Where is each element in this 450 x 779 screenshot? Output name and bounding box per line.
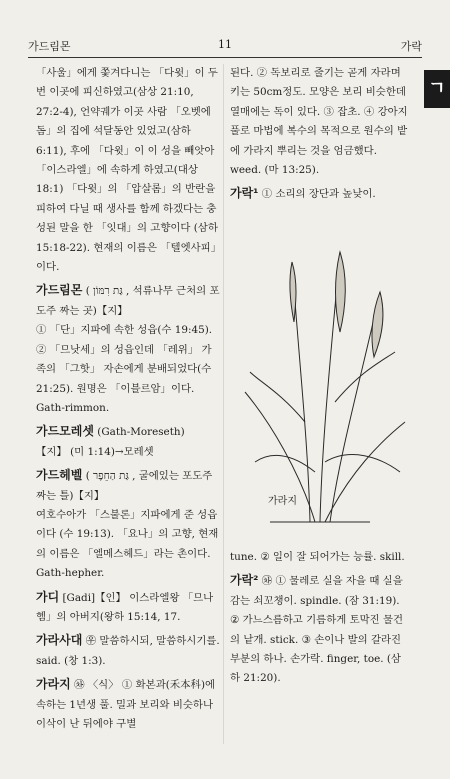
headword-etymology: [Gadi]【인】	[62, 591, 126, 604]
headword-etymology: ( גַּת רִמּוֹן , 석류나무 근처의 포도주 짜는 곳)【지】	[36, 285, 220, 317]
headword: 가라지	[36, 677, 71, 692]
definition: ① 소리의 장단과 높낮이.	[261, 188, 376, 201]
entry-gath-hepher	[36, 466, 220, 583]
page-number: 11	[218, 38, 232, 51]
left-column	[36, 64, 220, 738]
definition: 【지】 (미 1:14)→모레셋	[36, 445, 154, 458]
entry-garak-1	[230, 184, 410, 204]
header-left-guide: 가드림몬	[28, 40, 71, 53]
headword: 가락¹	[230, 186, 259, 201]
entry-garak-2	[230, 571, 410, 688]
headword: 가디	[36, 589, 60, 604]
headword-pos: ㉷ 〈식〉	[74, 679, 119, 692]
right-column	[230, 64, 410, 205]
figure-label: 가라지	[268, 496, 297, 507]
page-header	[28, 38, 422, 56]
headword: 가락²	[230, 573, 259, 588]
right-column-lower	[230, 548, 410, 689]
definition: 여호수아가 「스불론」지파에게 준 성읍이다 (수 19:13). 「요나」의 고향, 현재의 이름은 「엘메스헤드」라는 촌이다. Gath-hepher.	[36, 508, 219, 580]
definition: ① 「단」지파에 속한 성읍(수 19:45). ② 「므낫세」의 성읍인데 「레위」 가족의 「그핫」 자손에게 분배되었다(수 21:25). 원명은 「이블르암」이다. Gath-rimmon.	[36, 324, 213, 414]
definition: ㉾ 말씀하시되, 말씀하시기를. said. (창 1:3).	[36, 635, 220, 667]
tares-illustration	[230, 222, 414, 542]
entry-text: 된다. ② 독보리로 줄기는 곧게 자라며 키는 50cm정도. 모양은 보리 비슷한데 열매에는 독이 있다. ③ 잡초. ④ 강아지풀로 마법에 복수의 목적으로 원수의 밭에 가라지 뿌리는 것을 엄금했다. weed. (마 13:25).	[230, 67, 408, 177]
definition: ① 화본과(禾本科)에 속하는 1년생 풀. 밀과 보리와 비슷하나 이삭이 난 뒤에야 구별	[36, 679, 216, 730]
entry-text: 「사울」에게 쫓겨다니는 「다윗」이 두번 이곳에 피신하였고(삼상 21:10, 27:2-4), 언약궤가 이곳 사람 「오벳에돔」의 집에 석달동안 있었고(삼하 6:11), 후에 「다윗」이 이 성을 빼앗아 「이스라엘」에 속하게 하였고(대상 18:1) 「다윗」의 「압살롬」의 반란을 피하여 다닐 때 생사를 함께 하겠다는 충성된 말을 한 「잇대」의 고향이다 (삼하 15:18-22). 현재의 이름은 「텔엣사피」이다.	[36, 67, 218, 274]
entry-garasadae	[36, 631, 220, 671]
section-tab: ㄱ	[424, 70, 450, 108]
headword: 가라사대	[36, 633, 83, 648]
headword: 가드헤벨	[36, 468, 83, 483]
headword: 가드림몬	[36, 283, 83, 298]
headword-pos: ㉷	[261, 575, 273, 588]
entry-gadi	[36, 588, 220, 628]
headword-etymology: ( גַּת הַחֵפֶר , 굴에있는 포도주 짜는 틀)【지】	[36, 470, 213, 502]
entry-gath-rimmon	[36, 281, 220, 418]
definition: ① 물레로 실을 자을 때 실을 감는 쇠꼬챙이. spindle. (잠 31:19). ② 가느스름하고 기름하게 토막진 물건의 낱개. stick. ③ 손이나 발의 갈라진 부분의 하나. 손가락. finger, toe. (삼하 21:20).	[230, 575, 404, 685]
entry-text: tune. ② 일이 잘 되어가는 능률. skill.	[230, 551, 405, 563]
headword-etymology: (Gath-Moreseth)	[97, 426, 185, 439]
header-right-guide: 가락	[400, 40, 422, 53]
column-divider	[223, 64, 224, 744]
definition: 이스라엘왕 「므나헴」의 아버지(왕하 15:14, 17.	[36, 591, 214, 623]
headword: 가드모레셋	[36, 424, 94, 439]
header-rule	[28, 57, 422, 58]
entry-gath-moreseth	[36, 422, 220, 462]
entry-garaji	[36, 675, 220, 734]
